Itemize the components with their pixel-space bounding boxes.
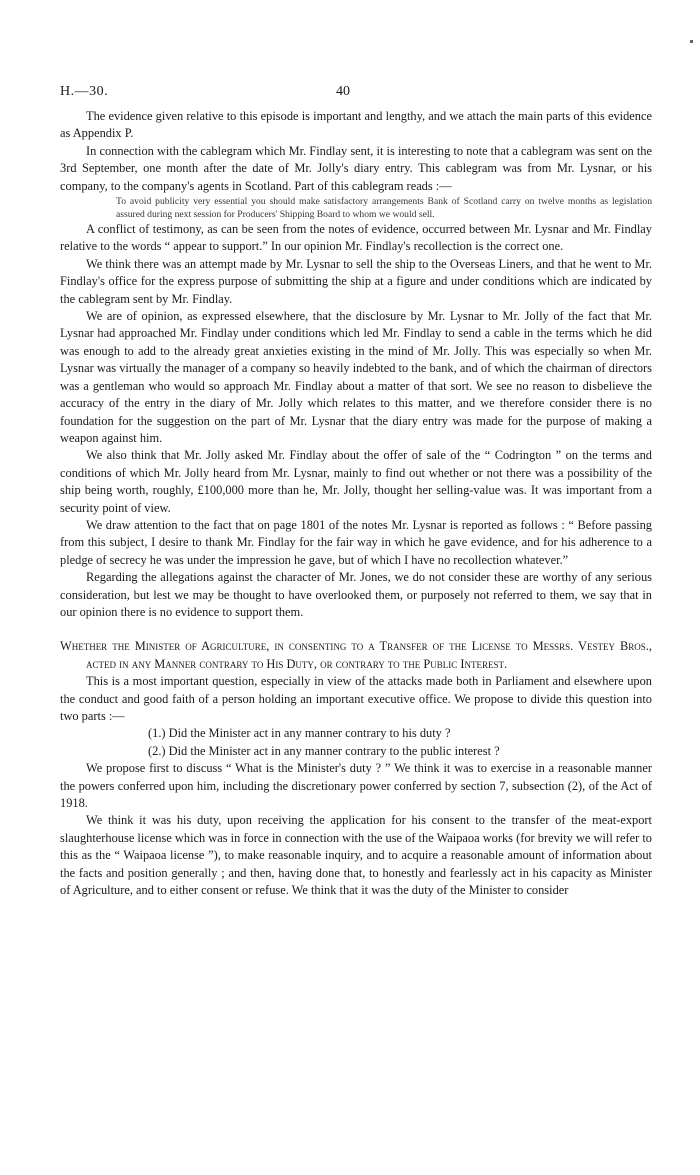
paragraph: Regarding the allegations against the character of Mr. Jones, we do not consider these are worthy of any serious consideration, but lest we may be thought to have overlooked them, or purposely not referred to them, we say that in our opinion there is no evidence to support them.	[60, 570, 652, 619]
paragraph: We draw attention to the fact that on page 1801 of the notes Mr. Lysnar is reported as follows : “ Before passing from this subject, I desire to thank Mr. Findlay for the fair way in which he gave evidence, and for his adherence to a pledge of secrecy he was under the impression he gave, but of which I have no recollection whatever.”	[60, 517, 652, 567]
question-item: (1.) Did the Minister act in any manner contrary to his duty ?	[148, 726, 451, 741]
paragraph: A conflict of testimony, as can be seen from the notes of evidence, occurred between Mr. Lysnar and Mr. Findlay relative to the words “ appear to support.” In our opinion Mr. Findlay's recollection is the correct one.	[60, 222, 652, 254]
paragraph: We also think that Mr. Jolly asked Mr. Findlay about the offer of sale of the “ Codrington ” on the terms and conditions of which Mr. Jolly heard from Mr. Lysnar, mainly to find out whether or not there was a possibility of the ship being worth, roughly, £100,000 more than he, Mr. Jolly, thought her selling-value was. It was important from a security point of view.	[60, 448, 652, 515]
paragraph: In connection with the cablegram which Mr. Findlay sent, it is interesting to note that a cablegram was sent on the 3rd September, one month after the date of Mr. Jolly's diary entry. This cablegram was from Mr. Lysnar, or his company, to the company's agents in Scotland. Part of this cablegram reads :—	[60, 143, 652, 193]
question-item: (2.) Did the Minister act in any manner contrary to the public interest ?	[148, 743, 500, 758]
section-heading-text: Whether the Minister of Agriculture, in consenting to a Transfer of the License to Messrs. Vestey Bros., acted in any Manner contrary to His Duty, or contrary to the Public Interest.	[60, 639, 652, 671]
paragraph: We think it was his duty, upon receiving the application for his consent to the transfer of the meat-export slaughterhouse license which was in force in connection with the use of the Waipaoa works (for brevity we will refer to this as the “ Waipaoa license ”), to make reasonable inquiry, and to acquire a reasonable amount of information about the facts and position generally ; and then, having done that, to honestly and fearlessly act in his capacity as Minister of Agriculture, and to either consent or refuse. We think that it was the duty of the Minister to consider	[60, 813, 652, 898]
document-reference: H.—30.	[60, 84, 109, 99]
scan-mark	[690, 40, 693, 43]
paragraph: The evidence given relative to this episode is important and lengthy, and we attach the main parts of this evidence as Appendix P.	[60, 109, 652, 141]
section-heading	[60, 638, 652, 673]
paragraph: This is a most important question, especially in view of the attacks made both in Parliament and elsewhere upon the conduct and good faith of a person holding an important executive office. We propose to divide this question into two parts :—	[60, 674, 652, 723]
page-number: 40	[336, 84, 350, 99]
cablegram-quote: To avoid publicity very essential you should make satisfactory arrangements Bank of Scotland carry on twelve months as legislation assured during next session for Producers' Shipping Board to whom we would sell.	[116, 196, 652, 221]
paragraph: We propose first to discuss “ What is the Minister's duty ? ” We think it was to exercise in a reasonable manner the powers conferred upon him, including the discretionary power conferred by section 7, subsection (2), of the Act of 1918.	[60, 761, 652, 811]
paragraph: We are of opinion, as expressed elsewhere, that the disclosure by Mr. Lysnar to Mr. Jolly of the fact that Mr. Lysnar had approached Mr. Findlay under conditions which led Mr. Findlay to send a cable in the terms which he did was enough to add to the already great anxieties existing in the mind of Mr. Jolly. This was especially so when Mr. Lysnar was virtually the manager of a company so heavily indebted to the bank, and of which the chairman of directors was a gentleman who would so approach Mr. Findlay about a matter of that sort. We see no reason to disbelieve the accuracy of the entry in the diary of Mr. Jolly which relates to this matter, and we therefore consider there is no foundation for the suggestion on the part of Mr. Lysnar that the diary entry was made for the purpose of making a weapon against him.	[60, 309, 652, 445]
paragraph: We think there was an attempt made by Mr. Lysnar to sell the ship to the Overseas Liners, and that he went to Mr. Findlay's office for the express purpose of submitting the ship at a figure and under conditions which are indicated by the cablegram sent by Mr. Findlay.	[60, 256, 652, 306]
document-body	[60, 108, 652, 899]
